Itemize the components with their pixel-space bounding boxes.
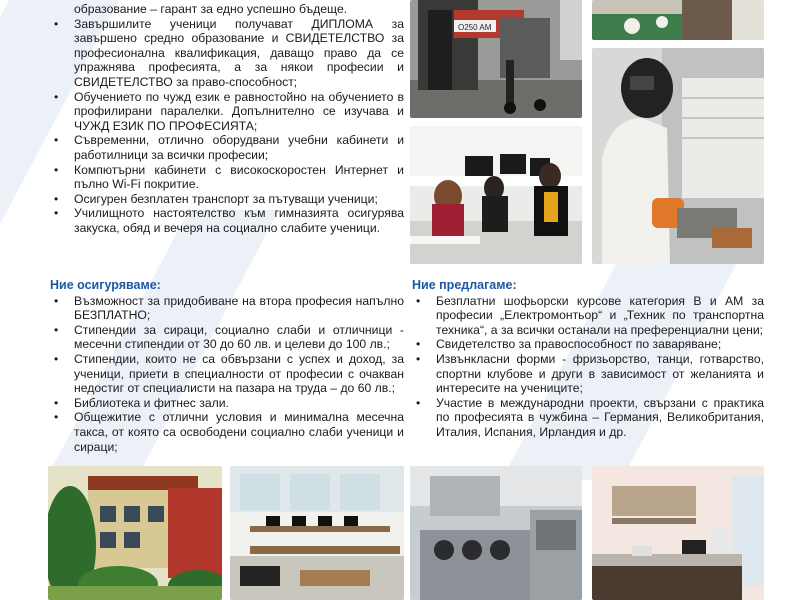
cooking-class-photo	[592, 0, 764, 40]
top-text-block	[48, 2, 404, 236]
partial-line: образование – гарант за едно успешно бъдеще.	[74, 2, 348, 16]
we-offer-block	[410, 278, 764, 440]
list-item: • Осигурен безплатен транспорт за пътуващи ученици;	[48, 192, 404, 207]
list-item: • Стипендии за сираци, социално слаби и отличници - месечни стипендии от 30 до 60 лв. и целеви до 100 лв.;	[48, 323, 404, 352]
list-item: • Стипендии, които не са обвързани с успех и доход, за ученици, приети в специалности от професии с очакван недостиг от специалисти на пазара на труда – до 60 лв.;	[48, 352, 404, 396]
list-item: • Библиотека и фитнес зали.	[48, 396, 404, 411]
computer-lab-photo	[410, 126, 582, 264]
training-kitchen-photo	[592, 466, 764, 600]
list-item: • Общежитие с отлични условия и минимална месечна такса, от която са освободени социално слаби ученици и сираци;	[48, 410, 404, 454]
we-provide-list	[48, 294, 404, 455]
list-item: • Завършилите ученици получават ДИПЛОМА за завършено средно образование и СВИДЕТЕЛСТВО за професионална квалификация, даващо право да се упражнява професията, а за някои професии и СВИДЕТЕЛСТВО за право-способност;	[48, 17, 404, 90]
we-provide-heading: Ние осигуряваме:	[50, 278, 161, 292]
list-item: • Безплатни шофьорски курсове категория В и АМ за професии „Електромонтьор“ и „Техник по транспортна техника“, а за всички останали на преференциални цени;	[410, 294, 764, 338]
list-item: • Извънкласни форми - фризьорство, танци, готварство, спортни клубове и други в зависимост от желанията и интересите на учениците;	[410, 352, 764, 396]
we-offer-heading: Ние предлагаме:	[412, 278, 517, 292]
classroom-photo	[230, 466, 404, 600]
list-item: • Възможност за придобиване на втора професия напълно БЕЗПЛАТНО;	[48, 294, 404, 323]
workshop-photo	[410, 0, 582, 118]
we-provide-block	[48, 278, 404, 454]
school-building-photo	[48, 466, 222, 600]
top-bullet-list	[48, 17, 404, 236]
list-item: • Компютърни кабинети с високоскоростен Интернет и пълно Wi-Fi покритие.	[48, 163, 404, 192]
list-item: • Съвременни, отлично оборудвани учебни кабинети и работилници за всички професии;	[48, 133, 404, 162]
list-item: • Обучението по чужд език е равностойно на обучението в профилирани паралелки. Допълнително се изучава и ЧУЖД ЕЗИК ПО ПРОФЕСИЯТА;	[48, 90, 404, 134]
list-item: • Участие в международни проекти, свързани с практика по професията в чужбина – Германия, Великобритания, Италия, Испания, Ирландия и др.	[410, 396, 764, 440]
professional-kitchen-photo	[410, 466, 582, 600]
welding-photo	[592, 48, 764, 264]
list-item: • Училищното настоятелство към гимназията осигурява закуска, обяд и вечеря на социално слабите ученици.	[48, 206, 404, 235]
list-item: • Свидетелство за правоспособност по заваряване;	[410, 337, 764, 352]
workshop-plate-label: O250 AM	[458, 23, 492, 32]
we-offer-list	[410, 294, 764, 440]
